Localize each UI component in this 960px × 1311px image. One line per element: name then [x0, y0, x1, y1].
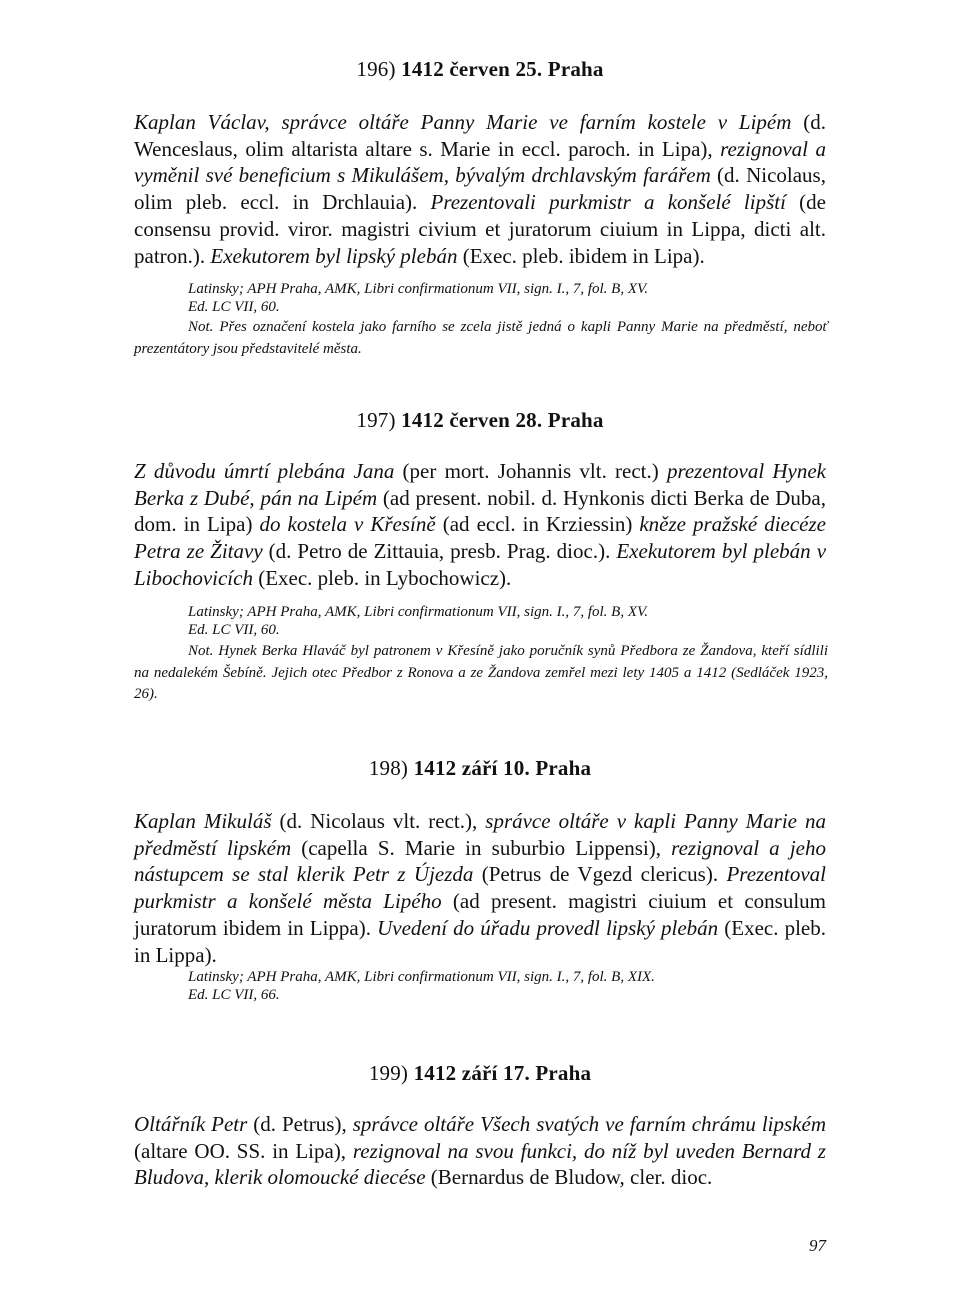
italic-segment: rezignoval a jeho nástupcem se stal klerik Petr z Újezda — [134, 835, 826, 887]
entry-place: Praha — [535, 756, 592, 780]
entry-note — [134, 317, 828, 360]
latin-segment: (Petrus de Vgezd clericus). — [473, 862, 727, 887]
entry-place: Praha — [535, 1061, 592, 1085]
italic-segment: Exekutorem byl plebán v Libochovicích — [134, 539, 827, 590]
entry-date: 1412 září 17. — [413, 1061, 530, 1085]
latin-segment: (Exec. pleb. ibidem in Lipa). — [457, 243, 705, 268]
italic-segment: Prezentovali purkmistr a konšelé lipští — [430, 190, 786, 215]
italic-segment: Uvedení do úřadu provedl lipský plebán — [377, 915, 719, 940]
entry-source — [188, 603, 828, 639]
latin-segment: (d. Petro de Zittauia, presb. Prag. dioc.). — [262, 539, 617, 564]
entry-body — [134, 1111, 826, 1191]
source-line: Latinsky; APH Praha, AMK, Libri confirmationum VII, sign. I., 7, fol. B, XV. — [188, 604, 648, 620]
entry-date: 1412 červen 25. — [401, 57, 543, 81]
latin-segment: (Exec. pleb. in Lybochowicz). — [252, 565, 512, 590]
entry-body — [134, 109, 826, 269]
source-edition: Ed. LC VII, 66. — [188, 987, 280, 1003]
latin-segment: (altare OO. SS. in Lipa), — [134, 1138, 353, 1163]
entry-heading — [0, 57, 960, 81]
entry-date: 1412 září 10. — [413, 756, 530, 780]
entry-number: 196) — [356, 57, 396, 81]
latin-segment: (Bernardus de Bludow, cler. dioc. — [425, 1165, 713, 1190]
note-text: Not. Přes označení kostela jako farního se zcela jistě jedná o kapli Panny Marie na předměstí, neboť prezentátory jsou představitelé města. — [134, 319, 828, 357]
latin-segment: (ad present. nobil. d. Hynkonis dicti Berka de Duba, dom. in Lipa) — [134, 485, 826, 537]
entry-body — [134, 458, 826, 592]
page-number: 97 — [809, 1236, 826, 1255]
source-line: Latinsky; APH Praha, AMK, Libri confirmationum VII, sign. I., 7, fol. B, XV. — [188, 281, 648, 297]
italic-segment: Kaplan Václav, správce oltáře Panny Marie ve farním kostele v Lipém — [134, 110, 792, 134]
italic-segment: Z důvodu úmrtí plebána Jana — [134, 459, 395, 483]
source-edition: Ed. LC VII, 60. — [188, 622, 280, 638]
latin-segment: (de consensu provid. viror. magistri civium et juratorum ciuium in Lippa, dicti alt. patron.). — [134, 190, 826, 268]
italic-segment: Exekutorem byl lipský plebán — [210, 243, 458, 268]
italic-segment: prezentoval Hynek Berka z Dubé, pán na Lipém — [134, 459, 827, 510]
entry-place: Praha — [547, 57, 604, 81]
italic-segment: kněze pražské diecéze Petra ze Žitavy — [134, 512, 826, 564]
latin-segment: (d. Nicolaus vlt. rect.), — [271, 809, 486, 833]
entry-number: 198) — [368, 756, 409, 780]
latin-segment: (d. Nicolaus, olim pleb. eccl. in Drchlauia). — [134, 163, 826, 215]
italic-segment: rezignoval na svou funkci, do níž byl uveden Bernard z Bludova, klerik olomoucké diecése — [134, 1138, 826, 1190]
source-line: Latinsky; APH Praha, AMK, Libri confirmationum VII, sign. I., 7, fol. B, XIX. — [188, 969, 655, 985]
entry-heading — [0, 756, 960, 780]
italic-segment: Kaplan Mikuláš — [134, 809, 272, 833]
italic-segment: Oltářník Petr — [134, 1112, 248, 1136]
entry-number: 197) — [356, 408, 396, 432]
entry-source — [188, 280, 828, 316]
entry-heading — [0, 1061, 960, 1085]
italic-segment: Prezentoval purkmistr a konšelé města Lipého — [134, 862, 826, 914]
latin-segment: (ad present. magistri ciuium et consulum juratorum ibidem in Lippa). — [134, 889, 826, 940]
latin-segment: (capella S. Marie in suburbio Lippensi), — [291, 835, 672, 860]
latin-segment: (d. Petrus), — [247, 1112, 353, 1136]
italic-segment: rezignoval a vyměnil své beneficium s Mikulášem, bývalým drchlavským farářem — [134, 136, 826, 188]
entry-place: Praha — [547, 408, 604, 432]
italic-segment: správce oltáře v kapli Panny Marie na předměstí lipském — [134, 809, 826, 860]
latin-segment: (Exec. pleb. in Lippa). — [134, 915, 826, 967]
entry-body — [134, 808, 826, 968]
entry-source — [188, 968, 828, 1004]
entry-note — [134, 641, 828, 706]
note-text: Not. Hynek Berka Hlaváč byl patronem v Křesíně jako poručník synů Předbora ze Žandova, kteří sídlili na nedalekém Šebíně. Jejich otec Předbor z Ronova a ze Žandova zemřel mezi lety 1405 a 1412 (Sedláček 1923, 26). — [134, 643, 828, 702]
entry-date: 1412 červen 28. — [401, 408, 543, 432]
entry-number: 199) — [368, 1061, 409, 1085]
latin-segment: (per mort. Johannis vlt. rect.) — [394, 459, 667, 483]
latin-segment: (d. Wenceslaus, olim altarista altare s. Marie in eccl. paroch. in Lipa), — [134, 110, 826, 161]
latin-segment: (ad eccl. in Krziessin) — [435, 512, 640, 537]
italic-segment: do kostela v Křesíně — [259, 512, 436, 537]
entry-heading — [0, 408, 960, 432]
source-edition: Ed. LC VII, 60. — [188, 299, 280, 315]
italic-segment: správce oltáře Všech svatých ve farním chrámu lipském — [352, 1112, 826, 1136]
